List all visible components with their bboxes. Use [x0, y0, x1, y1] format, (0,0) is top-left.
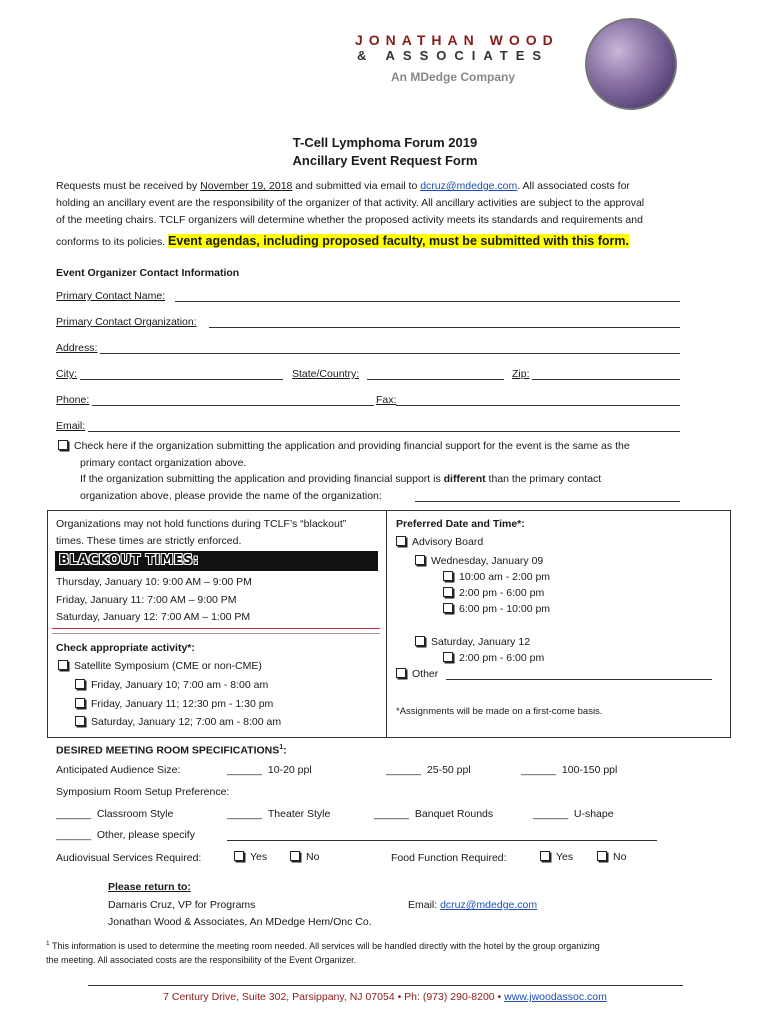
setup-option-2[interactable]: [227, 808, 330, 820]
blackout-time-2: Friday, January 11: 7:00 AM – 9:00 PM: [56, 594, 237, 606]
setup-blank-4[interactable]: ______: [533, 808, 569, 820]
setup-label-3: Banquet Rounds: [414, 808, 494, 820]
different-org-text-start: If the organization submitting the application and providing financial support is: [80, 473, 444, 485]
different-org-text-2: organization above, please provide the name of the organization:: [80, 490, 382, 502]
slot-label-3: Saturday, January 12; 7:00 am - 8:00 am: [91, 716, 282, 728]
intro-text: and submitted via email to: [292, 180, 421, 192]
email-field[interactable]: [88, 431, 680, 432]
state-field[interactable]: [367, 379, 504, 380]
form-title-line1: T-Cell Lymphoma Forum 2019: [292, 135, 478, 150]
red-divider-1: [52, 628, 380, 629]
slot-label-1: Friday, January 10; 7:00 am - 8:00 am: [91, 679, 269, 691]
fax-label: Fax:: [376, 394, 397, 406]
audience-label-1: 10-20 ppl: [267, 764, 312, 776]
audience-blank-2[interactable]: ______: [386, 764, 422, 776]
footer-address: [0, 991, 770, 1003]
room-specs-heading: [56, 744, 287, 757]
contact-heading: Event Organizer Contact Information: [56, 267, 240, 279]
audience-label-3: 100-150 ppl: [561, 764, 618, 776]
footnote-number: 1: [46, 940, 50, 947]
wednesday-checkbox[interactable]: [415, 555, 425, 565]
sat-slot-label-1: 2:00 pm - 6:00 pm: [459, 652, 545, 664]
slot-option-1[interactable]: [75, 679, 268, 691]
footnote-line2: the meeting. All associated costs are the responsibility of the Event Organizer.: [46, 955, 357, 965]
sat-slot-1[interactable]: [443, 652, 544, 664]
wed-slot-2[interactable]: [443, 587, 544, 599]
audience-option-3[interactable]: [521, 764, 617, 776]
av-yes-checkbox[interactable]: [234, 851, 244, 861]
zip-label: Zip:: [512, 368, 530, 380]
other-label: Other: [412, 668, 439, 680]
blackout-note-2: times. These times are strictly enforced.: [56, 535, 242, 547]
av-no-label: No: [306, 851, 320, 863]
other-option[interactable]: [396, 668, 438, 680]
advisory-board-checkbox[interactable]: [396, 536, 406, 546]
intro-text: Requests must be received by: [56, 180, 201, 192]
blackout-time-3: Saturday, January 12: 7:00 AM – 1:00 PM: [56, 611, 251, 623]
email-link[interactable]: dcruz@mdedge.com: [420, 180, 518, 192]
audience-label: Anticipated Audience Size:: [56, 764, 181, 776]
return-email: [408, 899, 537, 911]
saturday-label: Saturday, January 12: [431, 636, 531, 648]
return-email-label: Email:: [408, 899, 441, 911]
logo-line2: & ASSOCIATES: [357, 48, 550, 63]
setup-other-option[interactable]: [56, 829, 195, 841]
zip-field[interactable]: [532, 379, 680, 380]
phone-label: Phone:: [56, 394, 90, 406]
slot-checkbox-1[interactable]: [75, 679, 85, 689]
deadline-date: November 19, 2018: [200, 180, 293, 192]
slot-option-3[interactable]: [75, 716, 281, 728]
return-company: Jonathan Wood & Associates, An MDedge Hem/Onc Co.: [108, 916, 372, 928]
company-logo: [355, 30, 575, 90]
setup-blank-2[interactable]: ______: [227, 808, 263, 820]
logo-line1: JONATHAN WOOD: [355, 32, 559, 48]
same-org-text-2: primary contact organization above.: [80, 457, 247, 469]
fax-field[interactable]: [396, 405, 680, 406]
setup-other-field[interactable]: [227, 840, 657, 841]
wednesday-option[interactable]: [415, 555, 543, 567]
food-no-option[interactable]: [597, 851, 626, 863]
footnote-ref: 1: [279, 744, 284, 751]
satellite-symposium-label: Satellite Symposium (CME or non-CME): [74, 660, 262, 672]
logo-line3: An MDedge Company: [391, 70, 516, 84]
intro-text: conforms to its policies.: [56, 236, 169, 248]
setup-blank-3[interactable]: ______: [374, 808, 410, 820]
advisory-board-option[interactable]: [396, 536, 483, 548]
city-field[interactable]: [80, 379, 283, 380]
other-checkbox[interactable]: [396, 668, 406, 678]
wednesday-label: Wednesday, January 09: [431, 555, 544, 567]
footnote-line1: [46, 940, 600, 951]
food-no-label: No: [613, 851, 627, 863]
blackout-banner-text: BLACKOUT TIMES:: [59, 553, 199, 568]
different-org-field[interactable]: [415, 501, 680, 502]
av-no-checkbox[interactable]: [290, 851, 300, 861]
assignment-footnote: *Assignments will be made on a first-come basis.: [396, 706, 603, 717]
slot-checkbox-3[interactable]: [75, 716, 85, 726]
setup-blank-1[interactable]: ______: [56, 808, 92, 820]
setup-label-2: Theater Style: [267, 808, 331, 820]
different-org-text-end: than the primary contact: [485, 473, 602, 485]
slot-checkbox-2[interactable]: [75, 698, 85, 708]
gray-divider: [52, 633, 380, 634]
food-yes-option[interactable]: [540, 851, 573, 863]
footnote-text: This information is used to determine the meeting room needed. All services will be handled directly with the hotel by the group organizing: [49, 941, 600, 951]
wed-slot-1[interactable]: [443, 571, 550, 583]
different-emphasis: different: [443, 473, 486, 485]
city-label: City:: [56, 368, 77, 380]
intro-line1: [56, 180, 630, 192]
intro-line2: holding an ancillary event are the responsibility of the organizer of that activity. All ancillary activities are subject to the approval: [56, 197, 645, 209]
sat-slot-checkbox-1[interactable]: [443, 652, 453, 662]
primary-name-label: Primary Contact Name:: [56, 290, 166, 302]
wed-slot-label-3: 6:00 pm - 10:00 pm: [459, 603, 551, 615]
wed-slot-checkbox-2[interactable]: [443, 587, 453, 597]
same-org-checkbox[interactable]: [58, 440, 68, 450]
address-label: Address:: [56, 342, 98, 354]
blackout-banner: [55, 551, 378, 571]
audience-option-2[interactable]: [386, 764, 471, 776]
primary-org-field[interactable]: [209, 327, 680, 328]
saturday-checkbox[interactable]: [415, 636, 425, 646]
return-email-link[interactable]: dcruz@mdedge.com: [440, 899, 538, 911]
wed-slot-3[interactable]: [443, 603, 550, 615]
food-yes-checkbox[interactable]: [540, 851, 550, 861]
phone-field[interactable]: [92, 405, 374, 406]
setup-option-3[interactable]: [374, 808, 493, 820]
setup-label-1: Classroom Style: [96, 808, 174, 820]
address-field[interactable]: [100, 353, 680, 354]
form-title-line2: Ancillary Event Request Form: [292, 153, 478, 168]
audience-label-2: 25-50 ppl: [426, 764, 471, 776]
audience-blank-1[interactable]: ______: [227, 764, 263, 776]
wed-slot-label-1: 10:00 am - 2:00 pm: [459, 571, 551, 583]
preferred-heading: Preferred Date and Time*:: [396, 518, 525, 530]
setup-option-4[interactable]: [533, 808, 614, 820]
intro-line4: [56, 234, 629, 248]
logo-microscopy-image: [585, 18, 677, 110]
av-yes-label: Yes: [250, 851, 268, 863]
different-org-text: [80, 473, 601, 485]
food-yes-label: Yes: [556, 851, 574, 863]
intro-line3: of the meeting chairs. TCLF organizers will determine whether the proposed activity meets its standards and requirements and: [56, 214, 643, 226]
setup-other-blank[interactable]: ______: [56, 829, 92, 841]
wed-slot-checkbox-1[interactable]: [443, 571, 453, 581]
wed-slot-checkbox-3[interactable]: [443, 603, 453, 613]
food-no-checkbox[interactable]: [597, 851, 607, 861]
setup-label: Symposium Room Setup Preference:: [56, 786, 230, 798]
state-label: State/Country:: [292, 368, 360, 380]
footer-rule: [88, 985, 683, 986]
slot-option-2[interactable]: [75, 698, 273, 710]
food-label: Food Function Required:: [391, 852, 507, 864]
primary-org-label: Primary Contact Organization:: [56, 316, 197, 328]
saturday-option[interactable]: [415, 636, 530, 648]
blackout-note-1: Organizations may not hold functions during TCLF’s “blackout”: [56, 518, 347, 530]
same-org-text: Check here if the organization submitting the application and providing financial support for the event is the same as the: [74, 440, 630, 452]
satellite-symposium-checkbox[interactable]: [58, 660, 68, 670]
intro-text: . All associated costs for: [517, 180, 630, 192]
av-label: Audiovisual Services Required:: [56, 852, 202, 864]
same-org-checkbox-row[interactable]: [58, 440, 630, 452]
setup-option-1[interactable]: [56, 808, 173, 820]
email-label: Email:: [56, 420, 86, 432]
wed-slot-label-2: 2:00 pm - 6:00 pm: [459, 587, 545, 599]
satellite-symposium-option[interactable]: [58, 660, 262, 672]
slot-label-2: Friday, January 11; 12:30 pm - 1:30 pm: [91, 698, 274, 710]
schedule-box-divider: [386, 510, 387, 738]
footer-url-link[interactable]: www.jwoodassoc.com: [504, 991, 607, 1003]
av-yes-option[interactable]: [234, 851, 267, 863]
audience-blank-3[interactable]: ______: [521, 764, 557, 776]
return-heading: Please return to:: [108, 881, 191, 893]
other-field[interactable]: [446, 679, 712, 680]
advisory-board-label: Advisory Board: [412, 536, 484, 548]
activity-heading: Check appropriate activity*:: [56, 642, 195, 654]
av-no-option[interactable]: [290, 851, 319, 863]
room-specs-colon: :: [283, 744, 287, 757]
primary-name-field[interactable]: [175, 301, 680, 302]
agenda-highlight: Event agendas, including proposed faculty, must be submitted with this form.: [168, 234, 629, 248]
return-name: Damaris Cruz, VP for Programs: [108, 899, 256, 911]
footer-address-text: 7 Century Drive, Suite 302, Parsippany, NJ 07054 • Ph: (973) 290-8200 •: [163, 991, 505, 1003]
setup-other-label: Other, please specify: [96, 829, 195, 841]
blackout-time-1: Thursday, January 10: 9:00 AM – 9:00 PM: [56, 576, 252, 588]
audience-option-1[interactable]: [227, 764, 312, 776]
setup-label-4: U-shape: [573, 808, 614, 820]
room-specs-heading-text: DESIRED MEETING ROOM SPECIFICATIONS: [56, 744, 280, 757]
